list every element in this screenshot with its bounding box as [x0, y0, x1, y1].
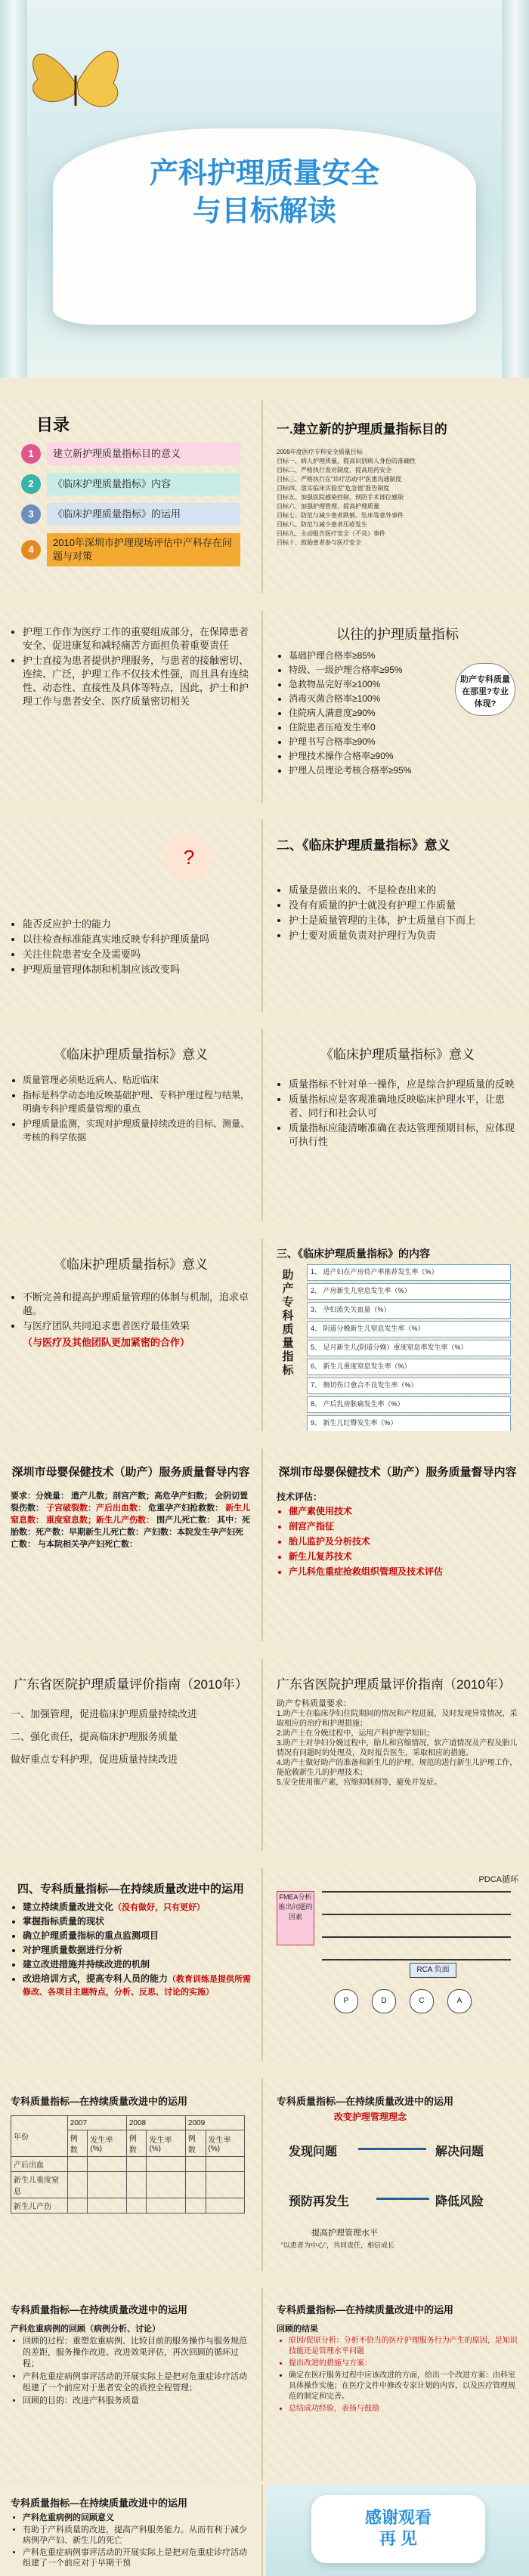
indicator-item: • 住院患者压疮发生率0: [289, 721, 447, 734]
slide-table-flow: [0, 2078, 529, 2271]
indicator-item: • 护理书写合格率≥90%: [289, 736, 447, 748]
final-title: 专科质量指标—在持续质量改进中的运用: [11, 2497, 188, 2509]
improvement-item: • 建立改进措施并持续改进的机制: [23, 1958, 251, 1971]
question-item: • 护理质量管理体制和机制应该改变吗: [23, 963, 251, 976]
table-subheader: 发生率(%): [147, 2130, 185, 2157]
goal-line: 目标六、加强护理管理，提高护理质量: [277, 503, 379, 510]
flow-foot: 提高护理管理水平: [311, 2229, 378, 2238]
guide-item: 做好重点专科护理，促进质量持续改进: [11, 1754, 178, 1765]
review-result-item: • 确定在医疗服务过程中应该改进的方面，给出一个改进方案：由科室具体操作实施；在医疗文件中修改专家计划的内容，以及医疗管理规范的制定和完善。: [289, 2371, 518, 2402]
diagram-line: [322, 1959, 511, 1961]
review-result-lead: 回顾的结果: [277, 2325, 318, 2334]
slide-review: [0, 2288, 529, 2481]
goal-line: 目标三、严格执行在“诊疗活动中”医患沟通制度: [277, 476, 402, 483]
goal-title: 一.建立新的护理质量指标目的: [277, 422, 447, 437]
table-header: 2007: [67, 2116, 126, 2130]
table-header: 2008: [126, 2116, 185, 2130]
review-result-title: 专科质量指标—在持续质量改进中的运用: [277, 2304, 454, 2315]
butterfly-icon: [15, 23, 136, 136]
meaning-right-title: 《临床护理质量指标》意义: [320, 1047, 475, 1062]
indicator-item: • 住院病人满意度≥90%: [289, 707, 447, 720]
diagram-line: [322, 1936, 511, 1938]
question-item: • 关注住院患者安全及需要吗: [23, 948, 251, 961]
meaning-right-item: • 质量指标不针对单一操作，应是综合护理质量的反映: [289, 1078, 518, 1091]
goal-line: 目标九、主动报告医疗安全（不良）事件: [277, 530, 385, 537]
review-result-panel: [266, 2288, 529, 2481]
guide-item: 二、强化责任，提高临床护理服务质量: [11, 1731, 178, 1742]
question-item: • 以往检查标准能真实地反映专科护理质量吗: [23, 933, 251, 946]
review-panel: [0, 2288, 263, 2481]
content-item: 9、 新生儿红臀发生率（%）: [307, 1415, 511, 1431]
toc-label: 建立新护理质量指标目的意义: [47, 443, 240, 465]
toc-num: 4: [21, 540, 41, 560]
arrow-right-icon: [376, 2198, 429, 2200]
flow-reduce-risk: 降低风险: [435, 2195, 484, 2208]
guide-left-panel: [0, 1658, 263, 1851]
flow-prevent: 预防再发生: [289, 2195, 350, 2208]
guide-right-panel: [266, 1658, 529, 1851]
table-subheader: 例数: [185, 2130, 206, 2157]
table-subheader: 发生率(%): [88, 2130, 126, 2157]
final-item: • 产科危重病例的回顾意义: [23, 2513, 251, 2523]
vertical-label: 助产专科质量指标: [282, 1269, 294, 1377]
content-item: 6、 新生儿重度窒息发生率（%）: [307, 1359, 511, 1375]
meaning-left-panel: [0, 1029, 263, 1221]
flow-discover: 发现问题: [289, 2146, 338, 2158]
req-red: 子宫破裂数：产后出血数：: [46, 1504, 147, 1513]
meaning-item: • 没有有质量的护士就没有护理工作质量: [289, 899, 518, 912]
review-item: • 回顾的过程：重塑危重病例、比较目前的服务操作与服务规范的差距，服务操作改进、改进效果评估，再次回顾的循环过程；: [23, 2336, 251, 2370]
guide-right-title: 广东省医院护理质量评价指南（2010年）: [277, 1677, 511, 1692]
meaning-3-item: • 与医疗团队共同追求患者医疗最佳效果: [23, 1319, 251, 1333]
indicator-item: • 急救物品完好率≥100%: [289, 678, 447, 691]
content-item: 4、 阴道分娩新生儿窒息发生率（%）: [307, 1321, 511, 1337]
toc-label: 2010年深圳市护理现场评估中产科存在问题与对策: [47, 533, 240, 566]
toc-item-2[interactable]: [21, 473, 240, 495]
improvement-item: • 建立持续质量改进文化（没有做好，只有更好）: [23, 1901, 251, 1914]
review-item: • 回顾的目的：改进产科服务质量: [23, 2396, 251, 2407]
content-panel: [266, 1239, 529, 1431]
req-text: 要求：分娩量： 遗产儿数；剖宫产数；高危孕产妇数； 会阴切置裂伤数：: [11, 1492, 249, 1513]
final-item: • 有助于产科质量的改进，提高产科服务能力。从而有利于减少病例孕产妇、新生儿的死亡: [23, 2525, 251, 2546]
improvement-item: • 改进培训方式，提高专科人员的能力（教育训练是提供所需修改、各项目主题特点，分析、反思、讨论的实施）: [23, 1973, 251, 1998]
content-item: 8、 产后乳房胀痛发生率（%）: [307, 1396, 511, 1413]
improvement-item: • 确立护理质量指标的重点监测项目: [23, 1930, 251, 1942]
goal-list: [277, 448, 518, 548]
meaning-left-item: • 质量管理必须贴近病人、贴近临床: [23, 1073, 251, 1087]
review-title: 专科质量指标—在持续质量改进中的运用: [11, 2304, 188, 2315]
table-subheader: 发生率(%): [206, 2130, 244, 2157]
review-result-item: • 原因/促原分析：分析不恰当的医疗护理服务行为产生的原因，是知识技能还是管理水平问题: [289, 2336, 518, 2357]
table-panel: [0, 2078, 263, 2271]
supervision-left-title: 深圳市母婴保健技术（助产）服务质量督导内容: [11, 1466, 250, 1479]
slide-end: [0, 2485, 529, 2576]
toc-panel: [0, 400, 263, 593]
flow-panel: [266, 2078, 529, 2271]
toc-label: 《临床护理质量指标》的运用: [47, 503, 240, 526]
goal-line: 目标八、防范与减少患者压疮发生: [277, 521, 367, 528]
meaning-left-item: • 指标是科学动态地反映基础护理、专科护理过程与结果，明确专科护理质量管理的重点: [23, 1088, 251, 1115]
guide-right-item: 3.助产士对孕妇分娩过程中，胎儿和宫缩情况，软产道情况及产程及胎儿情况有问题时的处理及，及时报告医生，采取相应的措施。: [277, 1739, 518, 1757]
guide-right-list: [277, 1709, 518, 1788]
tech-item: • 产儿科危重症抢救组织管理及技术评估: [289, 1565, 518, 1578]
flow-top: 改变护理管理理念: [334, 2112, 407, 2122]
toc-label: 《临床护理质量指标》内容: [47, 473, 240, 495]
thanks-text: 感谢观看 再 见: [364, 2508, 432, 2548]
goal-line: 目标五、加强医院感染控制，预防手术部位感染: [277, 494, 404, 501]
meaning-title: 二、《临床护理质量指标》意义: [277, 838, 450, 853]
improvement-note: （没有做好，只有更好）: [113, 1903, 206, 1912]
meaning-3-title: 《临床护理质量指标》意义: [54, 1257, 208, 1272]
pdca-label: PDCA循环: [478, 1875, 518, 1884]
guide-left-title: 广东省医院护理质量评价指南（2010年）: [14, 1677, 248, 1692]
a-node: A: [447, 1989, 472, 2013]
old-indicators-title: 以往的护理质量指标: [336, 627, 459, 642]
meaning-right-panel: [266, 1029, 529, 1221]
guide-right-item: 5.安全使用催产素，宫缩抑制剂等，避免并发症。: [277, 1779, 442, 1787]
supervision-requirements: [11, 1490, 251, 1550]
fmea-node: FMEA分析推出问题的因素: [277, 1891, 314, 1945]
diagram-line: [322, 1891, 511, 1893]
flow-foot-note: “以患者为中心”，共同责任，相信成长: [281, 2241, 394, 2249]
meaning-item: • 护士是质量管理的主体，护士质量自下而上: [289, 914, 518, 927]
content-item: 1、 进产妇在产房待产率推荐发生率（%）: [307, 1264, 511, 1281]
cover-title: [0, 155, 529, 230]
flow-title: 专科质量指标—在持续质量改进中的运用: [277, 2096, 454, 2107]
guide-right-item: 4.助产士做好助产的准备和新生儿的护理，规范的进行新生儿护理工作，能抢救新生儿的护理技术；: [277, 1759, 518, 1777]
meaning-left-title: 《临床护理质量指标》意义: [54, 1047, 208, 1062]
toc-num: 3: [21, 504, 41, 524]
req-text: 危重孕产妇抢救数：: [148, 1504, 224, 1513]
indicator-item: • 消毒灭菌合格率≥100%: [289, 693, 447, 705]
content-item: 7、 侧切伤口愈合不良发生率（%）: [307, 1377, 511, 1394]
table-row: [11, 2172, 245, 2198]
toc-item-1[interactable]: [21, 443, 240, 465]
tech-item: • 新生儿复苏技术: [289, 1550, 518, 1563]
toc-title: 目录: [36, 415, 70, 434]
review-lead: 产科危重病例的回顾（病例分析、讨论）: [11, 2325, 160, 2334]
row-label: 新生儿重度窒息: [11, 2172, 68, 2198]
cover-slide: [0, 0, 529, 378]
stats-table: [11, 2115, 245, 2214]
question-item: • 能否反应护士的能力: [23, 918, 251, 931]
rca-node: RCA 负面: [410, 1963, 456, 1978]
table-header: 年份: [11, 2116, 68, 2157]
slide-improvement: [0, 1868, 529, 2061]
indicator-item: • 基础护理合格率≥85%: [289, 649, 447, 662]
table-row: [11, 2198, 245, 2214]
intro-panel: [0, 610, 263, 803]
slide-indicators-old: [0, 610, 529, 803]
slide-meaning-2: [0, 1029, 529, 1221]
tech-item: • 催产素使用技术: [289, 1504, 518, 1518]
improvement-item: • 掌握指标质量的现状: [23, 1915, 251, 1928]
question-icon: ?: [166, 835, 212, 880]
indicator-item: • 护理技术操作合格率≥90%: [289, 750, 447, 763]
improvement-item: • 对护理质量数据进行分析: [23, 1944, 251, 1957]
guide-item: 一、加强管理，促进临床护理质量持续改进: [11, 1708, 198, 1720]
toc-num: 2: [21, 474, 41, 494]
slide-guide: [0, 1658, 529, 1851]
goal-line: 目标一、病人护理质量，提高识别病人身份的准确性: [277, 458, 416, 464]
thanks-panel: [266, 2485, 529, 2576]
req-text: 围产儿死亡数： 其中：死胎数：死产数：早期新生儿死亡数：产妇数：本院发生孕产妇死亡数： 与本院相关孕产妇死亡数：: [11, 1516, 251, 1549]
content-item: 2、 产房新生儿窒息发生率（%）: [307, 1283, 511, 1300]
meaning-3-panel: [0, 1239, 263, 1431]
meaning-item: • 质量是做出来的、不是检查出来的: [289, 884, 518, 897]
meaning-item: • 护士要对质量负责对护理行为负责: [289, 929, 518, 942]
c-node: C: [410, 1989, 434, 2013]
questions-panel: [0, 819, 263, 1012]
slide-toc: [0, 400, 529, 593]
table-title: 专科质量指标—在持续质量改进中的运用: [11, 2096, 188, 2107]
final-item: • 产科危重症病例事评活动的开展实际上是把对危重症诊疗活动组建了一个前应对于早期干预: [23, 2547, 251, 2568]
goal-line: 目标七、防范与减少患者跌倒、坠床等意外事件: [277, 512, 404, 519]
guide-left-list: [11, 1708, 251, 1766]
flow-solve: 解决问题: [435, 2146, 484, 2158]
guide-right-item: 1.助产士在临床孕妇住院期间的情况和产程进展，及时发现异常情况，采取相应的治疗和护理措施；: [277, 1710, 518, 1728]
toc-item-4[interactable]: [21, 533, 240, 566]
row-label: 新生儿产伤: [11, 2198, 68, 2214]
meaning-panel: [266, 819, 529, 1012]
supervision-right-title: 深圳市母婴保健技术（助产）服务质量督导内容: [278, 1466, 517, 1479]
row-label: 产后出血: [11, 2157, 68, 2172]
cover-title-line2: 与目标解读: [192, 196, 336, 227]
improvement-note: （教育训练是提供所需修改、各项目主题特点，分析、反思、讨论的实施）: [23, 1975, 252, 1997]
toc-item-3[interactable]: [21, 503, 240, 526]
table-header: 2009: [185, 2116, 244, 2130]
goal-line: 目标四、落实临床实验室“危急值”报告制度: [277, 485, 390, 492]
tech-eval-label: 技术评估：: [277, 1492, 323, 1502]
table-subheader: 例数: [126, 2130, 147, 2157]
guide-right-lead: 助产专科质量要求：: [277, 1699, 351, 1708]
cover-title-line1: 产科护理质量安全: [149, 158, 379, 190]
tech-item: • 胎儿监护及分析技术: [289, 1535, 518, 1548]
meaning-3-red: （与医疗及其他团队更加紧密的合作）: [23, 1337, 190, 1348]
review-item: • 产科危重症病例事评活动的开展实际上是把对危重症诊疗活动组建了一个前应对于患者安全的质控全程管理；: [23, 2371, 251, 2394]
old-indicators-panel: [266, 610, 529, 803]
slide-content: [0, 1239, 529, 1431]
meaning-left-item: • 护理质量监测，实现对护理质量持续改进的目标、测量、考核的科学依据: [23, 1117, 251, 1144]
goal-line: 目标二、严格执行查对制度，提高用药安全: [277, 467, 391, 474]
indicator-item: • 护理人员理论考核合格率≥95%: [289, 764, 447, 777]
goal-line: 2009年度医疗专科安全质量目标: [277, 449, 363, 455]
d-node: D: [372, 1989, 396, 2013]
speech-bubble: 助产专科质量在那里?专业体现?: [455, 663, 515, 716]
pdca-diagram: [266, 1868, 529, 2061]
intro-bullet: • 护理工作作为医疗工作的重要组成部分，在保障患者安全、促进康复和减轻痛苦方面担负着重要责任: [23, 625, 251, 652]
content-item: 3、 孕妇流失失血量（%）: [307, 1302, 511, 1319]
diagram-line: [322, 1914, 511, 1915]
content-list: [307, 1264, 511, 1431]
improvement-panel: [0, 1868, 263, 2061]
slide-supervision: [0, 1448, 529, 1641]
req-red: 新生儿窒息数： 重度窒息数；新生儿产伤数：: [11, 1504, 251, 1525]
guide-right-item: 2.助产士在分娩过程中，运用产科护理学知识；: [277, 1729, 435, 1738]
content-item: 5、 足月新生儿(阴道分娩）重度窒息率发生率（%）: [307, 1340, 511, 1356]
final-panel: [0, 2485, 263, 2576]
review-result-item: • 提出改进的措施与方案：: [289, 2359, 518, 2369]
improvement-title: 四、专科质量指标—在持续质量改进中的运用: [17, 1883, 244, 1896]
supervision-left-panel: [0, 1448, 263, 1641]
toc-num: 1: [21, 444, 41, 464]
arrow-right-icon: [358, 2148, 426, 2150]
meaning-right-item: • 质量指标应能清晰准确在表达管理预期目标，应体现可执行性: [289, 1121, 518, 1149]
goal-panel: [266, 400, 529, 593]
tech-item: • 剖宫产指征: [289, 1519, 518, 1533]
table-row: [11, 2157, 245, 2172]
slide-meaning: [0, 819, 529, 1012]
table-subheader: 例数: [67, 2130, 88, 2157]
meaning-3-item: • 不断完善和提高护理质量管理的体制与机制，追求卓越。: [23, 1291, 251, 1318]
review-result-item: • 总结成功经验，表扬与鼓励: [289, 2404, 518, 2414]
meaning-right-item: • 质量指标应是客观准确地反映临床护理水平，让患者、同行和社会认可: [289, 1093, 518, 1120]
intro-bullet: • 护士直接为患者提供护理服务，与患者的接触密切、连续、广泛，护理工作不仅技术性强，而且具有连续性、动态性、直接性及具体等特点，因此，护士和护理工作与患者安全、医疗质量密切相关: [23, 654, 251, 708]
indicator-item: • 特级、一级护理合格率≥95%: [289, 664, 447, 677]
supervision-right-panel: [266, 1448, 529, 1641]
goal-line: 目标十、鼓励患者参与医疗安全: [277, 539, 361, 546]
p-node: P: [334, 1989, 358, 2013]
content-title: 三、《临床护理质量指标》的内容: [277, 1248, 430, 1260]
